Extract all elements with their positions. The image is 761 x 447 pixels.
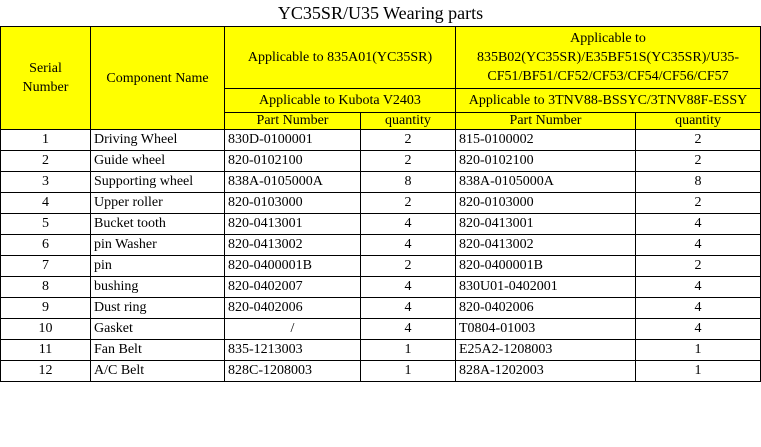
quantity-b-cell: 2: [636, 256, 761, 277]
quantity-a-cell: 2: [361, 151, 456, 172]
part-number-b-cell: 828A-1202003: [456, 361, 636, 382]
table-row: [1, 256, 761, 277]
serial-cell: 4: [1, 193, 91, 214]
header-part-number-b: Part Number: [456, 113, 636, 130]
part-number-b-cell: T0804-01003: [456, 319, 636, 340]
serial-cell: 11: [1, 340, 91, 361]
quantity-b-cell: 2: [636, 151, 761, 172]
serial-cell: 3: [1, 172, 91, 193]
part-number-a-cell: /: [225, 319, 361, 340]
quantity-a-cell: 2: [361, 130, 456, 151]
component-cell: A/C Belt: [91, 361, 225, 382]
quantity-a-cell: 4: [361, 235, 456, 256]
table-row: [1, 361, 761, 382]
part-number-a-cell: 828C-1208003: [225, 361, 361, 382]
quantity-b-cell: 4: [636, 214, 761, 235]
quantity-b-cell: 4: [636, 235, 761, 256]
table-row: [1, 235, 761, 256]
serial-cell: 9: [1, 298, 91, 319]
header-quantity-a: quantity: [361, 113, 456, 130]
serial-cell: 8: [1, 277, 91, 298]
part-number-b-cell: 820-0103000: [456, 193, 636, 214]
quantity-a-cell: 4: [361, 214, 456, 235]
component-cell: Fan Belt: [91, 340, 225, 361]
quantity-a-cell: 1: [361, 361, 456, 382]
serial-cell: 5: [1, 214, 91, 235]
component-cell: bushing: [91, 277, 225, 298]
serial-cell: 7: [1, 256, 91, 277]
part-number-a-cell: 820-0103000: [225, 193, 361, 214]
header-group-a-model: Applicable to 835A01(YC35SR): [225, 27, 456, 89]
table-row: [1, 193, 761, 214]
header-group-b-model: Applicable to 835B02(YC35SR)/E35BF51S(YC35SR)/U35-CF51/BF51/CF52/CF53/CF54/CF56/CF57: [456, 27, 761, 89]
part-number-a-cell: 820-0402006: [225, 298, 361, 319]
quantity-b-cell: 2: [636, 193, 761, 214]
header-component-name: Component Name: [91, 27, 225, 130]
component-cell: Driving Wheel: [91, 130, 225, 151]
quantity-a-cell: 2: [361, 193, 456, 214]
part-number-a-cell: 830D-0100001: [225, 130, 361, 151]
serial-cell: 6: [1, 235, 91, 256]
quantity-a-cell: 4: [361, 298, 456, 319]
quantity-b-cell: 4: [636, 319, 761, 340]
component-cell: Supporting wheel: [91, 172, 225, 193]
table-row: [1, 172, 761, 193]
quantity-a-cell: 8: [361, 172, 456, 193]
table-row: [1, 214, 761, 235]
table-row: [1, 319, 761, 340]
part-number-b-cell: 820-0400001B: [456, 256, 636, 277]
parts-rows: [1, 130, 761, 382]
table-row: [1, 340, 761, 361]
component-cell: Gasket: [91, 319, 225, 340]
quantity-b-cell: 4: [636, 277, 761, 298]
component-cell: pin: [91, 256, 225, 277]
header-group-b-engine: Applicable to 3TNV88-BSSYC/3TNV88F-ESSY: [456, 89, 761, 113]
serial-cell: 12: [1, 361, 91, 382]
component-cell: Bucket tooth: [91, 214, 225, 235]
part-number-a-cell: 820-0413001: [225, 214, 361, 235]
header-serial-number: Serial Number: [1, 27, 91, 130]
quantity-b-cell: 4: [636, 298, 761, 319]
quantity-b-cell: 1: [636, 340, 761, 361]
quantity-b-cell: 8: [636, 172, 761, 193]
part-number-a-cell: 820-0413002: [225, 235, 361, 256]
part-number-b-cell: 820-0413001: [456, 214, 636, 235]
part-number-b-cell: 820-0413002: [456, 235, 636, 256]
quantity-b-cell: 2: [636, 130, 761, 151]
header-part-number-a: Part Number: [225, 113, 361, 130]
quantity-a-cell: 4: [361, 319, 456, 340]
part-number-a-cell: 820-0400001B: [225, 256, 361, 277]
component-cell: pin Washer: [91, 235, 225, 256]
quantity-b-cell: 1: [636, 361, 761, 382]
part-number-a-cell: 820-0102100: [225, 151, 361, 172]
component-cell: Upper roller: [91, 193, 225, 214]
header-group-a-engine: Applicable to Kubota V2403: [225, 89, 456, 113]
part-number-b-cell: E25A2-1208003: [456, 340, 636, 361]
sheet-title: YC35SR/U35 Wearing parts: [1, 0, 761, 27]
serial-cell: 10: [1, 319, 91, 340]
component-cell: Guide wheel: [91, 151, 225, 172]
quantity-a-cell: 2: [361, 256, 456, 277]
part-number-a-cell: 838A-0105000A: [225, 172, 361, 193]
table-row: [1, 277, 761, 298]
table-row: [1, 298, 761, 319]
part-number-a-cell: 820-0402007: [225, 277, 361, 298]
quantity-a-cell: 4: [361, 277, 456, 298]
part-number-b-cell: 820-0102100: [456, 151, 636, 172]
serial-cell: 2: [1, 151, 91, 172]
part-number-b-cell: 815-0100002: [456, 130, 636, 151]
table-row: [1, 130, 761, 151]
table-row: [1, 151, 761, 172]
component-cell: Dust ring: [91, 298, 225, 319]
quantity-a-cell: 1: [361, 340, 456, 361]
part-number-b-cell: 838A-0105000A: [456, 172, 636, 193]
part-number-b-cell: 820-0402006: [456, 298, 636, 319]
serial-cell: 1: [1, 130, 91, 151]
part-number-b-cell: 830U01-0402001: [456, 277, 636, 298]
header-quantity-b: quantity: [636, 113, 761, 130]
part-number-a-cell: 835-1213003: [225, 340, 361, 361]
